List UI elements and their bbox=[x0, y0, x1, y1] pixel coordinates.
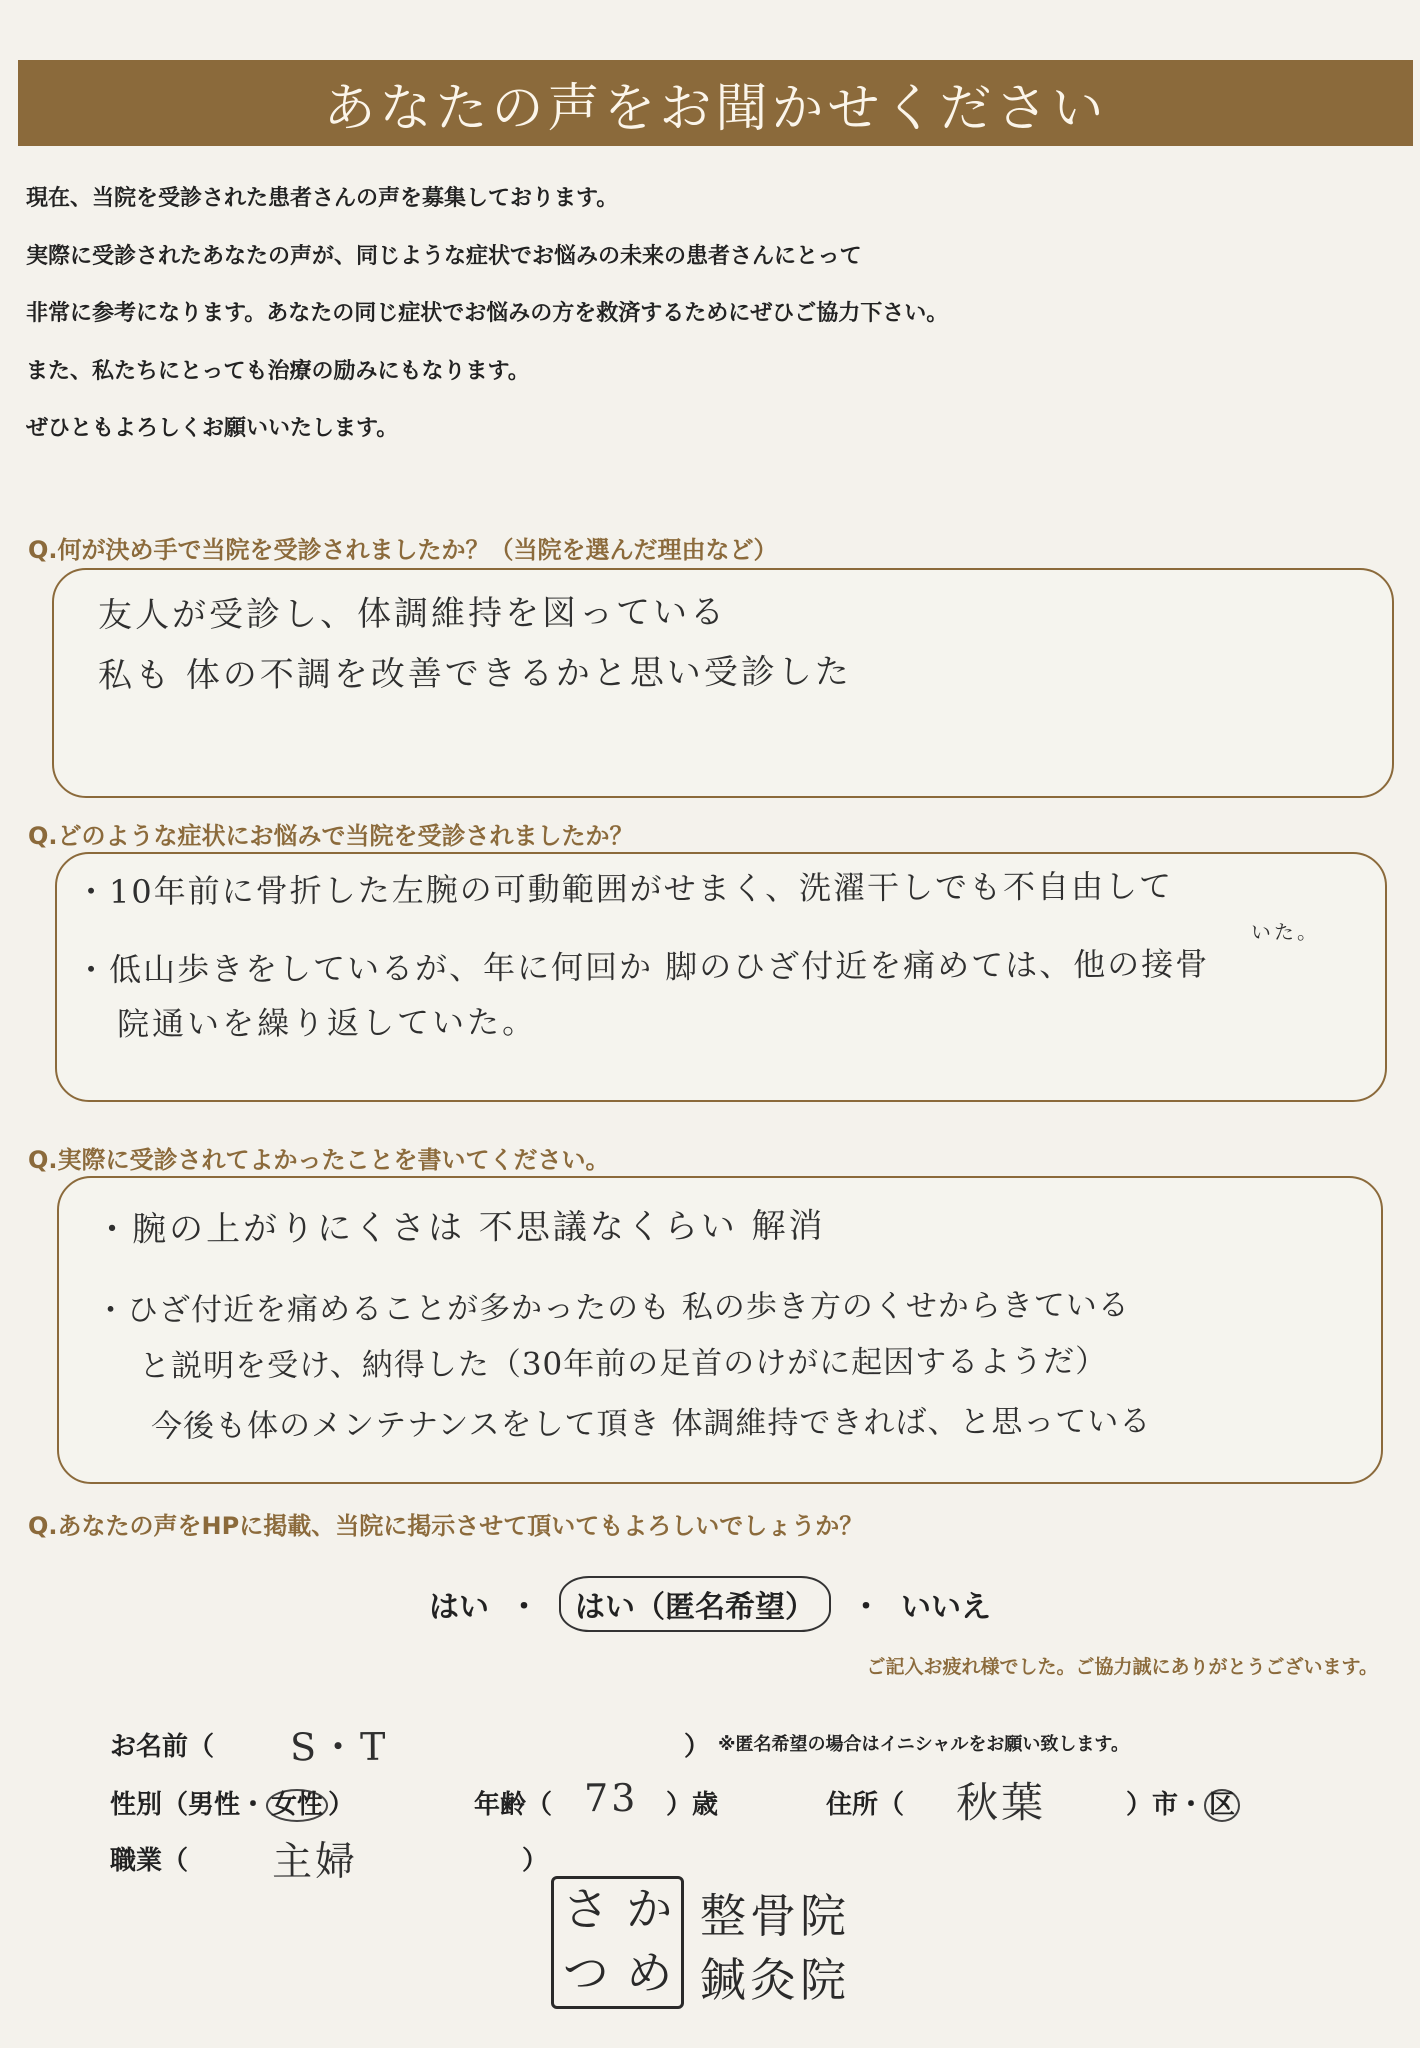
consent-no[interactable]: いいえ bbox=[901, 1590, 991, 1625]
gender-field bbox=[110, 1784, 354, 1822]
answer-box-3 bbox=[57, 1176, 1383, 1484]
clinic-name-line-1: 整骨院 bbox=[700, 1889, 850, 1943]
address-ward-selected[interactable]: 区 bbox=[1204, 1789, 1240, 1822]
logo-char: つ bbox=[562, 1945, 609, 2000]
answer-1-line-2: 私も 体の不調を改善できるかと思い受診した bbox=[97, 652, 852, 696]
consent-options bbox=[0, 1576, 1420, 1632]
intro-line: 実際に受診されたあなたの声が、同じような症状でお悩みの未来の患者さんにとって bbox=[26, 243, 862, 269]
answer-2-line-2: いた。 bbox=[1250, 919, 1321, 945]
address-city[interactable]: 市 bbox=[1152, 1790, 1179, 1820]
age-close: ）歳 bbox=[666, 1790, 719, 1820]
name-label: お名前（ bbox=[110, 1732, 215, 1762]
question-3-label: Q.実際に受診されてよかったことを書いてください。 bbox=[28, 1146, 610, 1174]
consent-yes-anonymous-selected[interactable]: はい（匿名希望） bbox=[559, 1576, 831, 1632]
gender-label: 性別（ bbox=[110, 1790, 189, 1820]
name-value[interactable]: S・T bbox=[289, 1724, 389, 1770]
answer-box-2 bbox=[55, 852, 1387, 1102]
consent-separator: ・ bbox=[851, 1590, 881, 1625]
answer-2-line-4: 院通いを繰り返していた。 bbox=[116, 1002, 538, 1044]
question-1-label: Q.何が決め手で当院を受診されましたか？（当院を選んだ理由など） bbox=[28, 536, 778, 564]
intro-text bbox=[26, 176, 1386, 464]
answer-box-1 bbox=[52, 568, 1394, 798]
gender-separator: ・ bbox=[240, 1790, 267, 1820]
logo-char: め bbox=[626, 1945, 673, 2000]
logo-char: さ bbox=[562, 1882, 609, 1936]
age-value[interactable]: 73 bbox=[583, 1775, 639, 1821]
gender-close: ） bbox=[328, 1790, 355, 1820]
answer-1-line-1: 友人が受診し、体調維持を図っている bbox=[97, 592, 728, 636]
name-close: ） bbox=[684, 1732, 711, 1762]
logo-char: か bbox=[626, 1882, 673, 1936]
clinic-name-line-2: 鍼灸院 bbox=[700, 1953, 850, 2007]
intro-line: また、私たちにとっても治療の励みにもなります。 bbox=[26, 358, 530, 384]
address-field-end bbox=[1126, 1784, 1240, 1822]
job-close: ） bbox=[522, 1846, 549, 1876]
answer-2-line-3: ・低山歩きをしているが、年に何回か 脚のひざ付近を痛めては、他の接骨 bbox=[74, 945, 1210, 989]
answer-3-line-1: ・腕の上がりにくさは 不思議なくらい 解消 bbox=[94, 1206, 826, 1250]
address-separator: ・ bbox=[1178, 1790, 1205, 1820]
address-label: 住所（ bbox=[826, 1790, 905, 1820]
title-banner bbox=[18, 60, 1413, 146]
answer-2-line-1: ・10年前に骨折した左腕の可動範囲がせまく、洗濯干しでも不自由して bbox=[74, 867, 1174, 911]
job-value[interactable]: 主婦 bbox=[271, 1838, 359, 1886]
answer-3-line-3: と説明を受け、納得した（30年前の足首のけがに起因するようだ） bbox=[138, 1343, 1108, 1385]
age-label: 年齢（ bbox=[474, 1790, 553, 1820]
intro-line: 現在、当院を受診された患者さんの声を募集しております。 bbox=[26, 186, 619, 211]
intro-line: ぜひともよろしくお願いいたします。 bbox=[26, 416, 399, 441]
name-note: ※匿名希望の場合はイニシャルをお願い致します。 bbox=[718, 1734, 1129, 1755]
question-4-label: Q.あなたの声をHPに掲載、当院に掲示させて頂いてもよろしいでしょうか？ bbox=[28, 1512, 864, 1540]
gender-male[interactable]: 男性 bbox=[188, 1790, 241, 1820]
address-value[interactable]: 秋葉 bbox=[955, 1777, 1047, 1828]
clinic-logo bbox=[551, 1876, 684, 2009]
question-2-label: Q.どのような症状にお悩みで当院を受診されましたか？ bbox=[28, 822, 634, 850]
address-close: ） bbox=[1126, 1790, 1153, 1820]
answer-3-line-2: ・ひざ付近を痛めることが多かったのも 私の歩き方のくせからきている bbox=[94, 1287, 1130, 1329]
answer-3-line-4: 今後も体のメンテナンスをして頂き 体調維持できれば、と思っている bbox=[150, 1403, 1152, 1445]
intro-line: 非常に参考になります。あなたの同じ症状でお悩みの方を救済するためにぜひご協力下さい。 bbox=[26, 301, 949, 326]
consent-separator: ・ bbox=[509, 1590, 539, 1625]
page-title: あなたの声をお聞かせください bbox=[323, 78, 1108, 139]
job-label: 職業（ bbox=[110, 1846, 189, 1876]
thanks-message: ご記入お疲れ様でした。ご協力誠にありがとうございます。 bbox=[866, 1656, 1378, 1678]
consent-yes[interactable]: はい bbox=[429, 1590, 489, 1625]
gender-female-selected[interactable]: 女性 bbox=[266, 1789, 328, 1822]
